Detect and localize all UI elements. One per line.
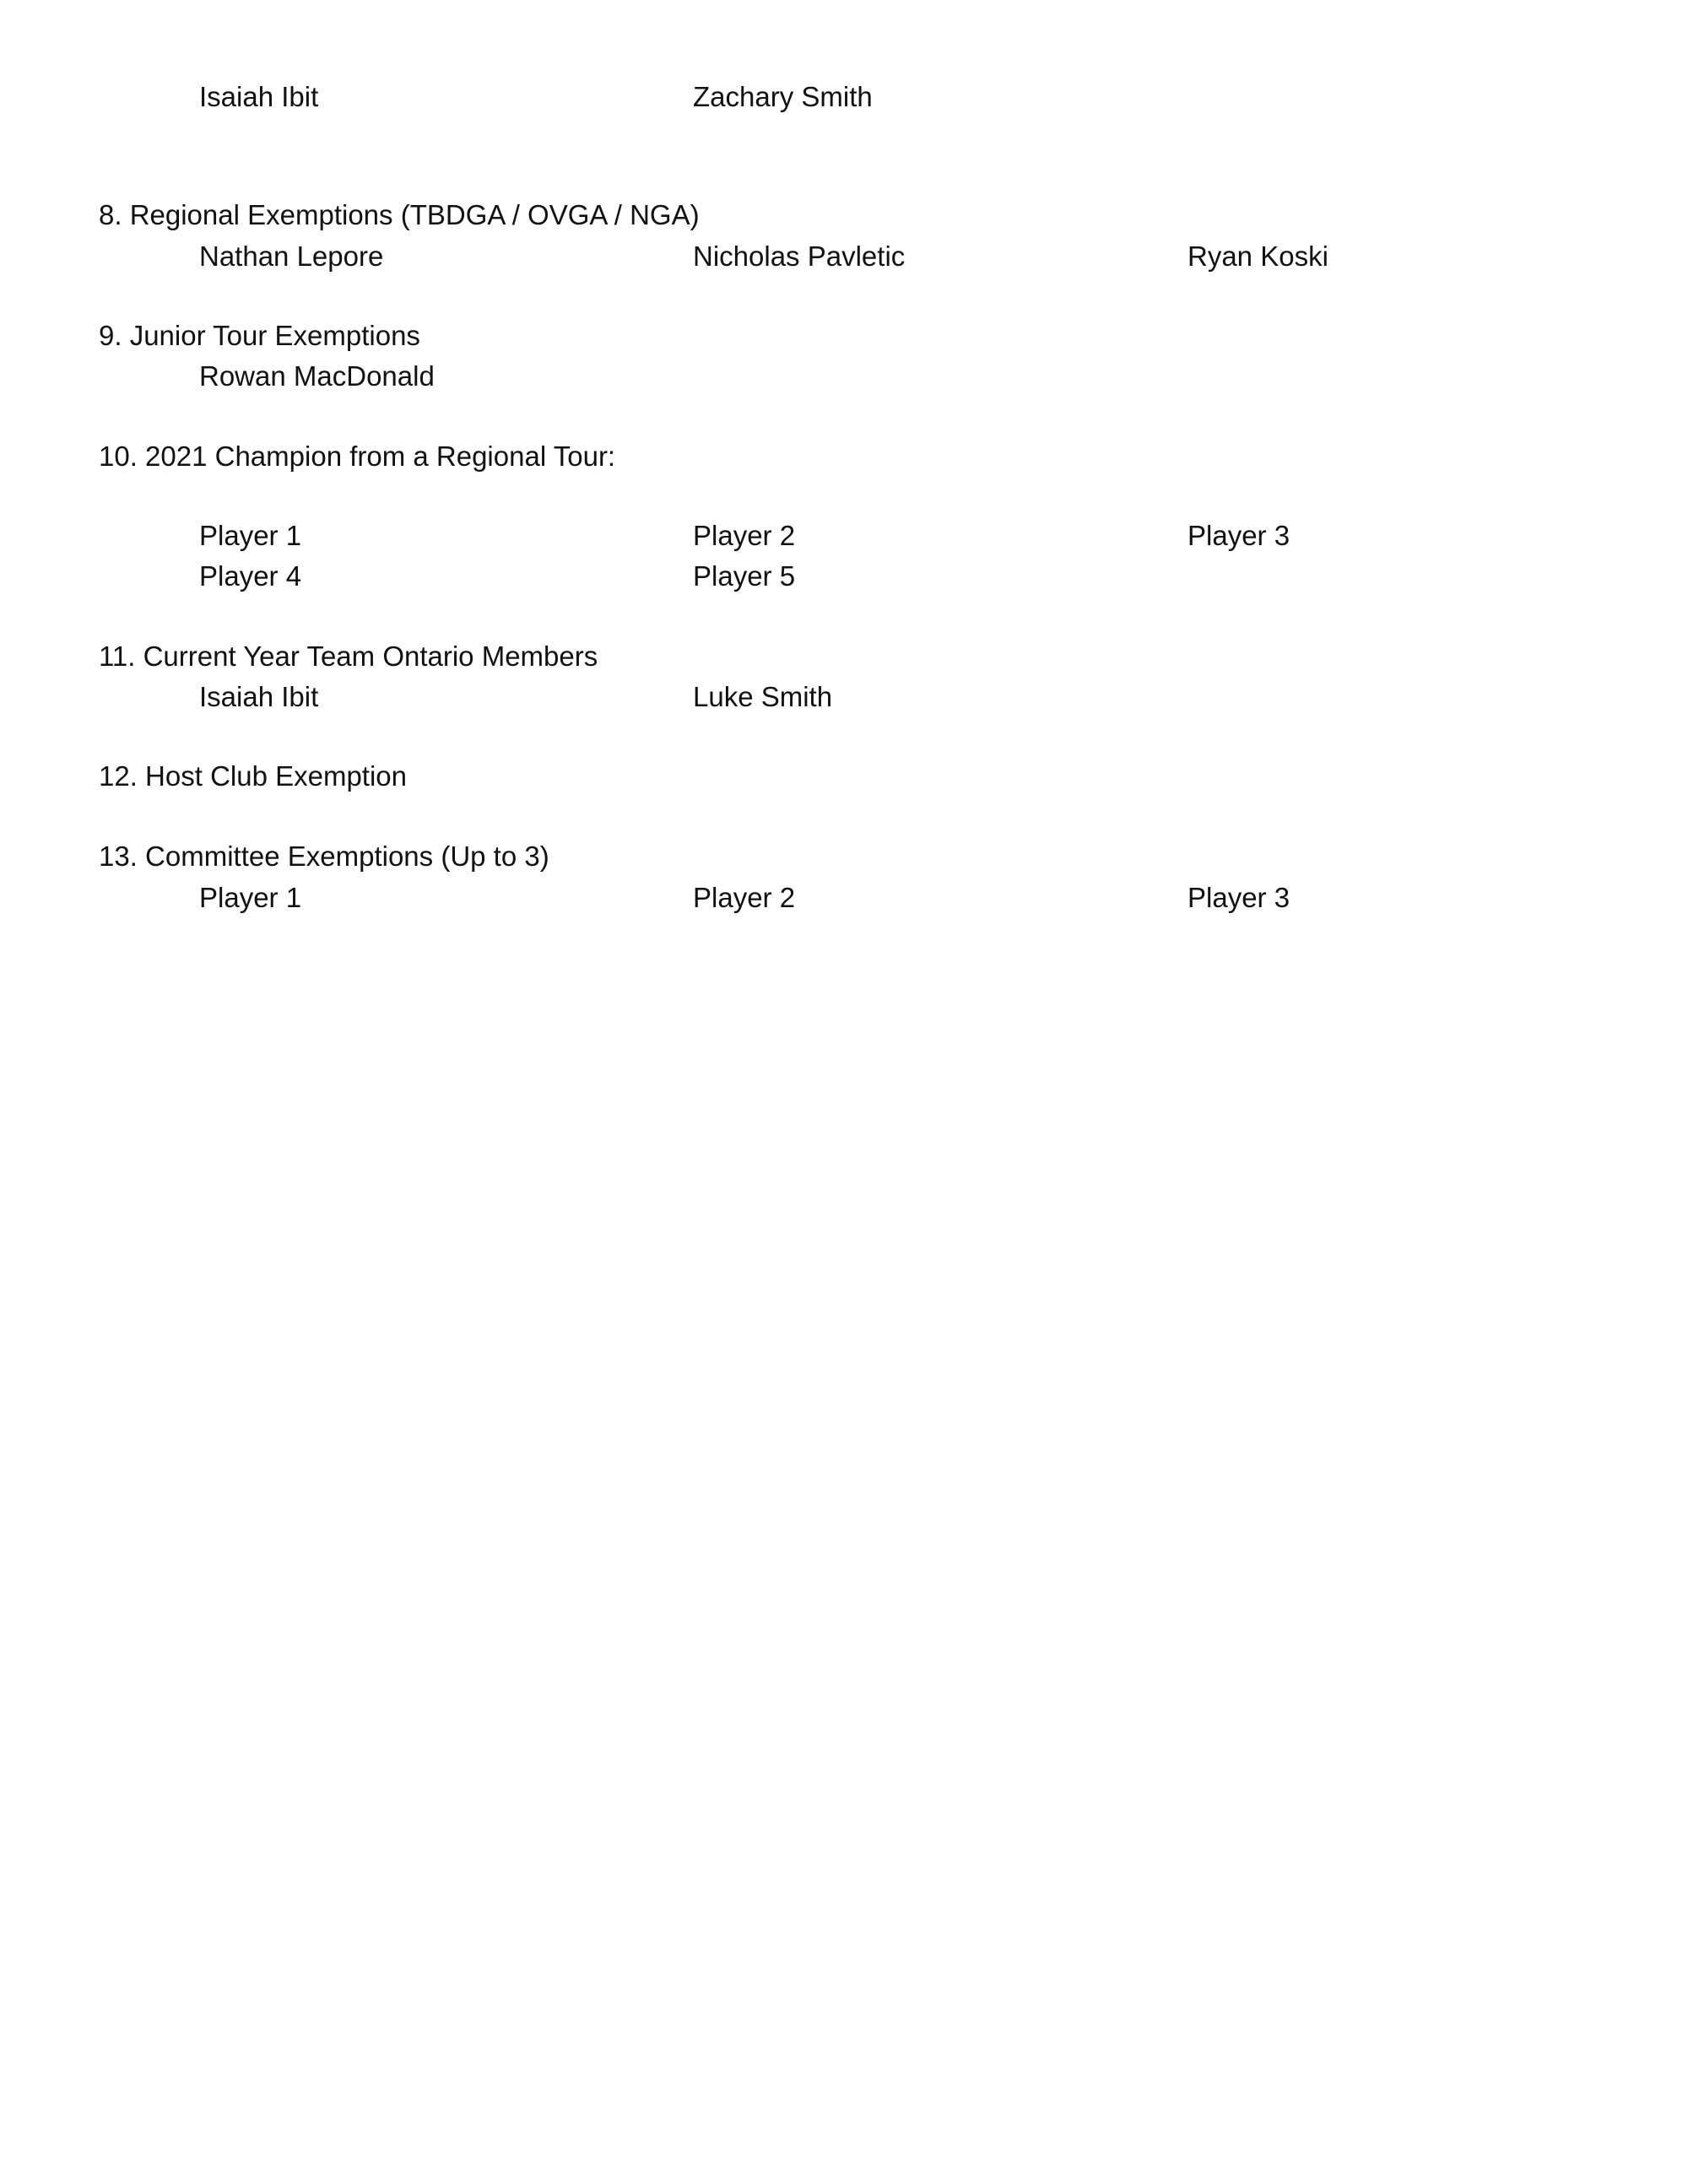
committee-player-3: Player 3	[1188, 882, 1290, 913]
regional-player-1: Nathan Lepore	[199, 241, 384, 272]
section-heading-regional: 8. Regional Exemptions (TBDGA / OVGA / NGA)	[99, 199, 700, 230]
committee-player-1: Player 1	[199, 882, 302, 913]
regional-player-3: Ryan Koski	[1188, 241, 1328, 272]
section-heading-committee: 13. Committee Exemptions (Up to 3)	[99, 841, 549, 872]
champion-player-1: Player 1	[199, 520, 302, 551]
section-heading-champion: 10. 2021 Champion from a Regional Tour:	[99, 441, 616, 472]
section-heading-host-club: 12. Host Club Exemption	[99, 760, 408, 792]
section-heading-team-ontario: 11. Current Year Team Ontario Members	[99, 641, 598, 672]
top-name-2: Zachary Smith	[693, 81, 873, 112]
champion-player-5: Player 5	[693, 560, 796, 592]
top-name-1: Isaiah Ibit	[199, 81, 319, 112]
junior-player-1: Rowan MacDonald	[199, 360, 435, 392]
champion-player-3: Player 3	[1188, 520, 1290, 551]
team-ontario-player-2: Luke Smith	[693, 681, 833, 712]
champion-player-4: Player 4	[199, 560, 302, 592]
regional-player-2: Nicholas Pavletic	[693, 241, 906, 272]
committee-player-2: Player 2	[693, 882, 796, 913]
champion-player-2: Player 2	[693, 520, 796, 551]
section-heading-junior: 9. Junior Tour Exemptions	[99, 320, 420, 351]
team-ontario-player-1: Isaiah Ibit	[199, 681, 319, 712]
